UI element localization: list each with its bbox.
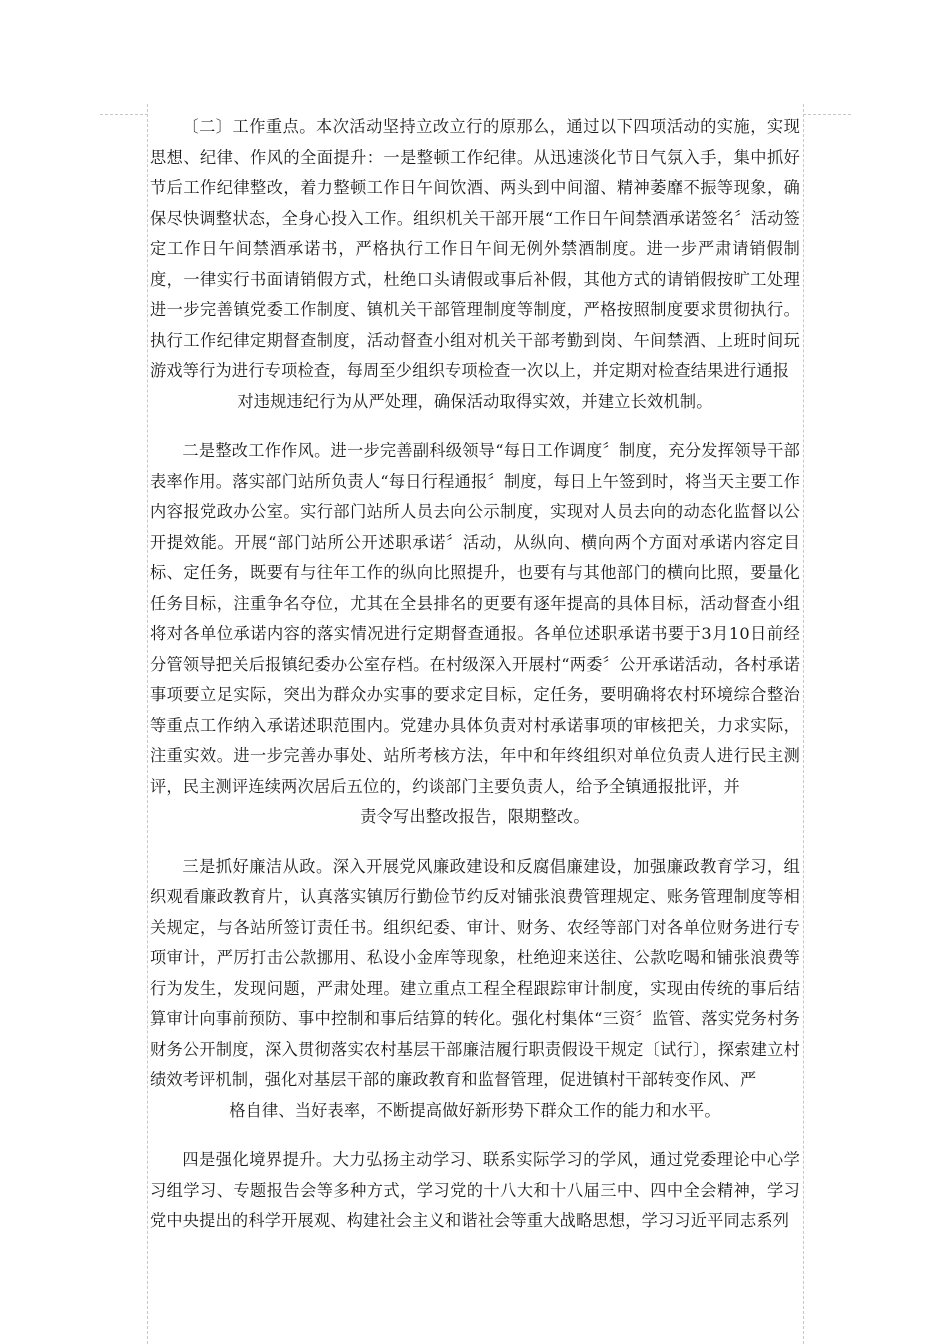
paragraph-realm-improvement <box>150 1145 800 1237</box>
top-left-corner-guide <box>100 114 148 115</box>
paragraph-text: 四是强化境界提升。大力弘扬主动学习、联系实际学习的学风，通过党委理论中心学习组学习、专题报告会等多种方式，学习党的十八大和十八届三中、四中全会精神，学习党中央提出的科学开展观、构建社会主义和谐社会等重大战略思想，学习习近平同志系列 <box>150 1150 800 1230</box>
document-body <box>150 112 800 1256</box>
paragraph-clean-governance <box>150 852 800 1127</box>
paragraph-closing-line: 责令写出整改报告，限期整改。 <box>360 807 590 826</box>
paragraph-text: 〔二〕工作重点。本次活动坚持立改立行的原那么，通过以下四项活动的实施，实现思想、纪律、作风的全面提升：一是整顿工作纪律。从迅速淡化节日气氛入手，集中抓好节后工作纪律整改，着力整顿工作日午间饮酒、两头到中间溜、精神萎靡不振等现象，确保尽快调整状态，全身心投入工作。组织机关干部开展“工作日午间禁酒承诺签名〞活动签定工作日午间禁酒承诺书，严格执行工作日午间无例外禁酒制度。进一步严肃请销假制度，一律实行书面请销假方式，杜绝口头请假或事后补假，其他方式的请销假按旷工处理进一步完善镇党委工作制度、镇机关干部管理制度等制度，严格按照制度要求贯彻执行。执行工作纪律定期督查制度，活动督查小组对机关干部考勤到岗、午间禁酒、上班时间玩游戏等行为进行专项检查，每周至少组织专项检查一次以上，并定期对检查结果进行通报 <box>150 117 800 380</box>
paragraph-text: 三是抓好廉洁从政。深入开展党风廉政建设和反腐倡廉建设，加强廉政教育学习，组织观看廉政教育片，认真落实镇厉行勤俭节约反对铺张浪费管理规定、账务管理制度等相关规定，与各站所签订责任书。组织纪委、审计、财务、农经等部门对各单位财务进行专项审计，严厉打击公款挪用、私设小金库等现象，杜绝迎来送往、公款吃喝和铺张浪费等行为发生，发现问题，严肃处理。建立重点工程全程跟踪审计制度，实现由传统的事后结算审计向事前预防、事中控制和事后结算的转化。强化村集体“三资〞监管、落实党务村务财务公开制度，深入贯彻落实农村基层干部廉洁履行职责假设干规定〔试行〕，探索建立村绩效考评机制，强化对基层干部的廉政教育和监督管理，促进镇村干部转变作风、严 <box>150 856 800 1089</box>
left-margin-guide <box>147 104 148 1344</box>
paragraph-closing-line: 对违规违纪行为从严处理，确保活动取得实效，并建立长效机制。 <box>237 391 713 411</box>
paragraph-text: 二是整改工作作风。进一步完善副科级领导“每日工作调度〞制度，充分发挥领导干部表率作用。落实部门站所负责人“每日行程通报〞制度，每日上午签到时，将当天主要工作内容报党政办公室。实行部门站所人员去向公示制度，实现对人员去向的动态化监督以公开提效能。开展“部门站所公开述职承诺〞活动，从纵向、横向两个方面对承诺内容定目标、定任务，既要有与往年工作的纵向比照提升，也要有与其他部门的横向比照，要量化任务目标，注重争名夺位，尤其在全县排名的更要有逐年提高的具体目标，活动督查小组将对各单位承诺内容的落实情况进行定期督查通报。各单位述职承诺书要于3月10日前经分管领导把关后报镇纪委办公室存档。在村级深入开展村“两委〞公开承诺活动，各村承诺事项要立足实际，突出为群众办实事的要求定目标，定任务，要明确将农村环境综合整治等重点工作纳入承诺述职范围内。党建办具体负责对村承诺事项的审核把关，力求实际，注重实效。进一步完善办事处、站所考核方法，年中和年终组织对单位负责人进行民主测评，民主测评连续两次居后五位的，约谈部门主要负责人，给予全镇通报批评，并 <box>150 441 800 796</box>
paragraph-closing-line: 格自律、当好表率，不断提高做好新形势下群众工作的能力和水平。 <box>229 1100 721 1120</box>
top-right-corner-guide <box>803 114 851 115</box>
paragraph-work-style <box>150 436 800 833</box>
paragraph-work-focus <box>150 112 800 417</box>
right-margin-guide <box>803 104 804 1344</box>
